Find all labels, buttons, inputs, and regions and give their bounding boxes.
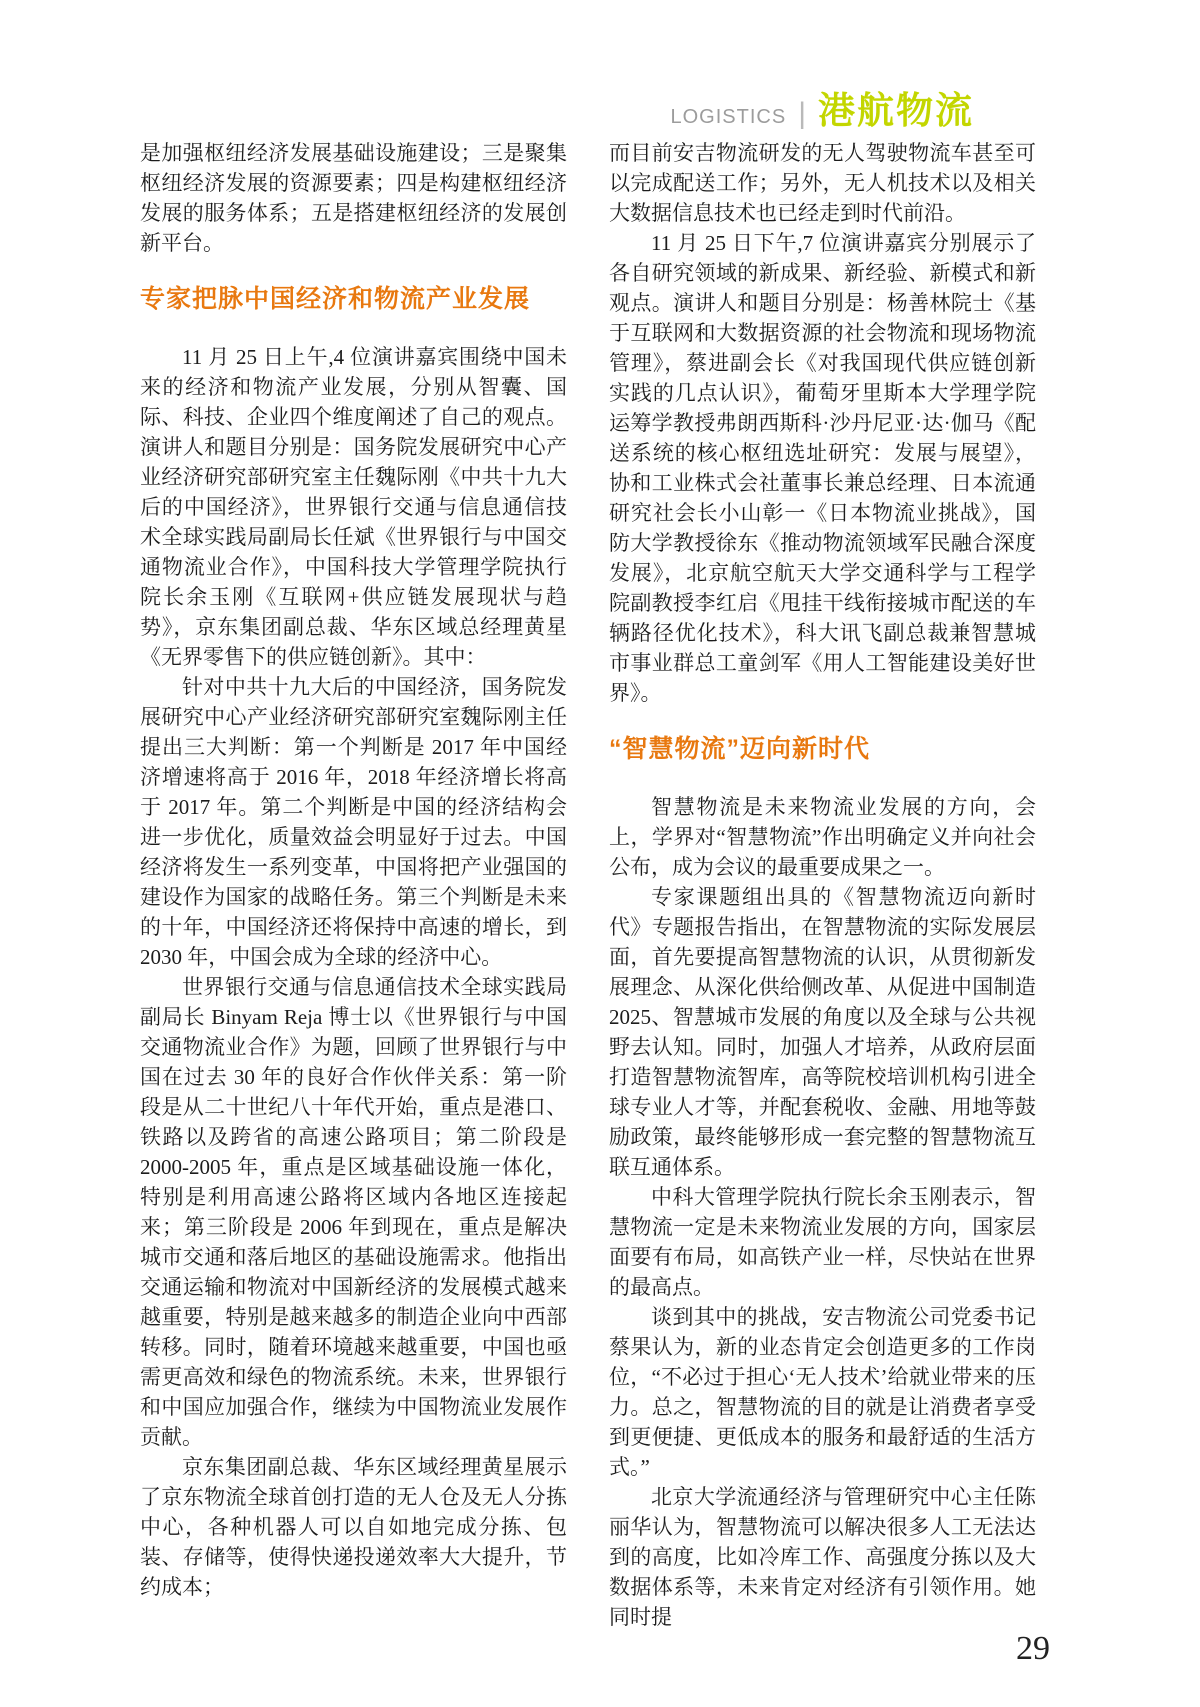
paragraph-yu-yugang: 中科大管理学院执行院长余玉刚表示，智慧物流一定是未来物流业发展的方向，国家层面要有布局，如高铁产业一样，尽快站在世界的最高点。 xyxy=(609,1185,1036,1299)
paragraph-afternoon-speakers: 11 月 25 日下午,7 位演讲嘉宾分别展示了各自研究领域的新成果、新经验、新模式和新观点。演讲人和题目分别是：杨善林院士《基于互联网和大数据资源的社会物流和现场物流管理》，蔡进副会长《对我国现代供应链创新实践的几点认识》，葡萄牙里斯本大学理学院运筹学教授弗朗西斯科·沙丹尼亚·达·伽马《配送系统的核心枢纽选址研究：发展与展望》，协和工业株式会社董事长兼总经理、日本流通研究社会长小山彰一《日本物流业挑战》，国防大学教授徐东《推动物流领域军民融合深度发展》，北京航空航天大学交通科学与工程学院副教授李红启《甩挂干线衔接城市配送的车辆路径优化技术》，科大讯飞副总裁兼智慧城市事业群总工童剑军《用人工智能建设美好世界》。 xyxy=(609,231,1036,705)
section-heading-experts: 专家把脉中国经济和物流产业发展 xyxy=(140,285,531,313)
paragraph-world-bank: 世界银行交通与信息通信技术全球实践局副局长 Binyam Reja 博士以《世界银行与中国交通物流业合作》为题，回顾了世界银行与中国在过去 30 年的良好合作伙伴关系：第一阶段是从二十世纪八十年代开始，重点是港口、铁路以及跨省的高速公路项目；第二阶段是 2000-2005 年，重点是区域基础设施一体化，特别是利用高速公路将区域内各地区连接起来；第三阶段是 2006 年到现在，重点是解决城市交通和落后地区的基础设施需求。他指出交通运输和物流对中国新经济的发展模式越来越重要，特别是越来越多的制造企业向中西部转移。同时，随着环境越来越重要，中国也亟需更高效和绿色的物流系统。未来，世界银行和中国应加强合作，继续为中国物流业发展作贡献。 xyxy=(140,975,567,1449)
paragraph-smart-logistics-definition: 智慧物流是未来物流业发展的方向，会上，学界对“智慧物流”作出明确定义并向社会公布，成为会议的最重要成果之一。 xyxy=(609,795,1036,879)
section-label-zh: 港航物流 xyxy=(818,90,974,131)
section-label-en: LOGISTICS xyxy=(670,106,787,128)
paragraph-three-judgments: 针对中共十九大后的中国经济，国务院发展研究中心产业经济研究部研究室魏际刚主任提出三大判断：第一个判断是 2017 年中国经济增速将高于 2016 年，2018 年经济增长将高于 2017 年。第二个判断是中国的经济结构会进一步优化，质量效益会明显好于过去。中国经济将发生一系列变革，中国将把产业强国的建设作为国家的战略任务。第三个判断是未来的十年，中国经济还将保持中高速的增长，到 2030 年，中国会成为全球的经济中心。 xyxy=(140,675,567,969)
right-column xyxy=(609,138,1036,1632)
section-heading-smart-logistics: “智慧物流”迈向新时代 xyxy=(609,735,871,763)
paragraph-morning-speakers: 11 月 25 日上午,4 位演讲嘉宾围绕中国未来的经济和物流产业发展，分别从智囊、国际、科技、企业四个维度阐述了自己的观点。演讲人和题目分别是：国务院发展研究中心产业经济研究部研究室主任魏际刚《中共十九大后的中国经济》，世界银行交通与信息通信技术全球实践局副局长任斌《世界银行与中国交通物流业合作》，中国科技大学管理学院执行院长余玉刚《互联网+供应链发展现状与趋势》，京东集团副总裁、华东区域总经理黄星《无界零售下的供应链创新》。其中： xyxy=(140,345,567,669)
paragraph-anji-driverless: 而目前安吉物流研发的无人驾驶物流车甚至可以完成配送工作；另外，无人机技术以及相关大数据信息技术也已经走到时代前沿。 xyxy=(609,141,1036,225)
page-header xyxy=(671,80,975,134)
paragraph-cai-guo: 谈到其中的挑战，安吉物流公司党委书记蔡果认为，新的业态肯定会创造更多的工作岗位，“不必过于担心‘无人技术’给就业带来的压力。总之，智慧物流的目的就是让消费者享受到更便捷、更低成本的服务和最舒适的生活方式。” xyxy=(609,1305,1036,1479)
left-column xyxy=(140,138,567,1632)
header-divider: | xyxy=(798,97,806,130)
paragraph-chen-lihua: 北京大学流通经济与管理研究中心主任陈丽华认为，智慧物流可以解决很多人工无法达到的高度，比如冷库工作、高强度分拣以及大数据体系等，未来肯定对经济有引领作用。她同时提 xyxy=(609,1485,1036,1629)
page-number: 29 xyxy=(1016,1630,1050,1667)
paragraph-jd-logistics: 京东集团副总裁、华东区域经理黄星展示了京东物流全球首创打造的无人仓及无人分拣中心，各种机器人可以自如地完成分拣、包装、存储等，使得快递投递效率大大提升，节约成本； xyxy=(140,1455,567,1599)
paragraph-hub-economy-continuation: 是加强枢纽经济发展基础设施建设；三是聚集枢纽经济发展的资源要素；四是构建枢纽经济发展的服务体系；五是搭建枢纽经济的发展创新平台。 xyxy=(140,141,567,255)
paragraph-expert-report: 专家课题组出具的《智慧物流迈向新时代》专题报告指出，在智慧物流的实际发展层面，首先要提高智慧物流的认识，从贯彻新发展理念、从深化供给侧改革、从促进中国制造 2025、智慧城市发展的角度以及全球与公共视野去认知。同时，加强人才培养，从政府层面打造智慧物流智库，高等院校培训机构引进全球专业人才等，并配套税收、金融、用地等鼓励政策，最终能够形成一套完整的智慧物流互联互通体系。 xyxy=(609,885,1036,1179)
article-body xyxy=(140,138,1036,1632)
